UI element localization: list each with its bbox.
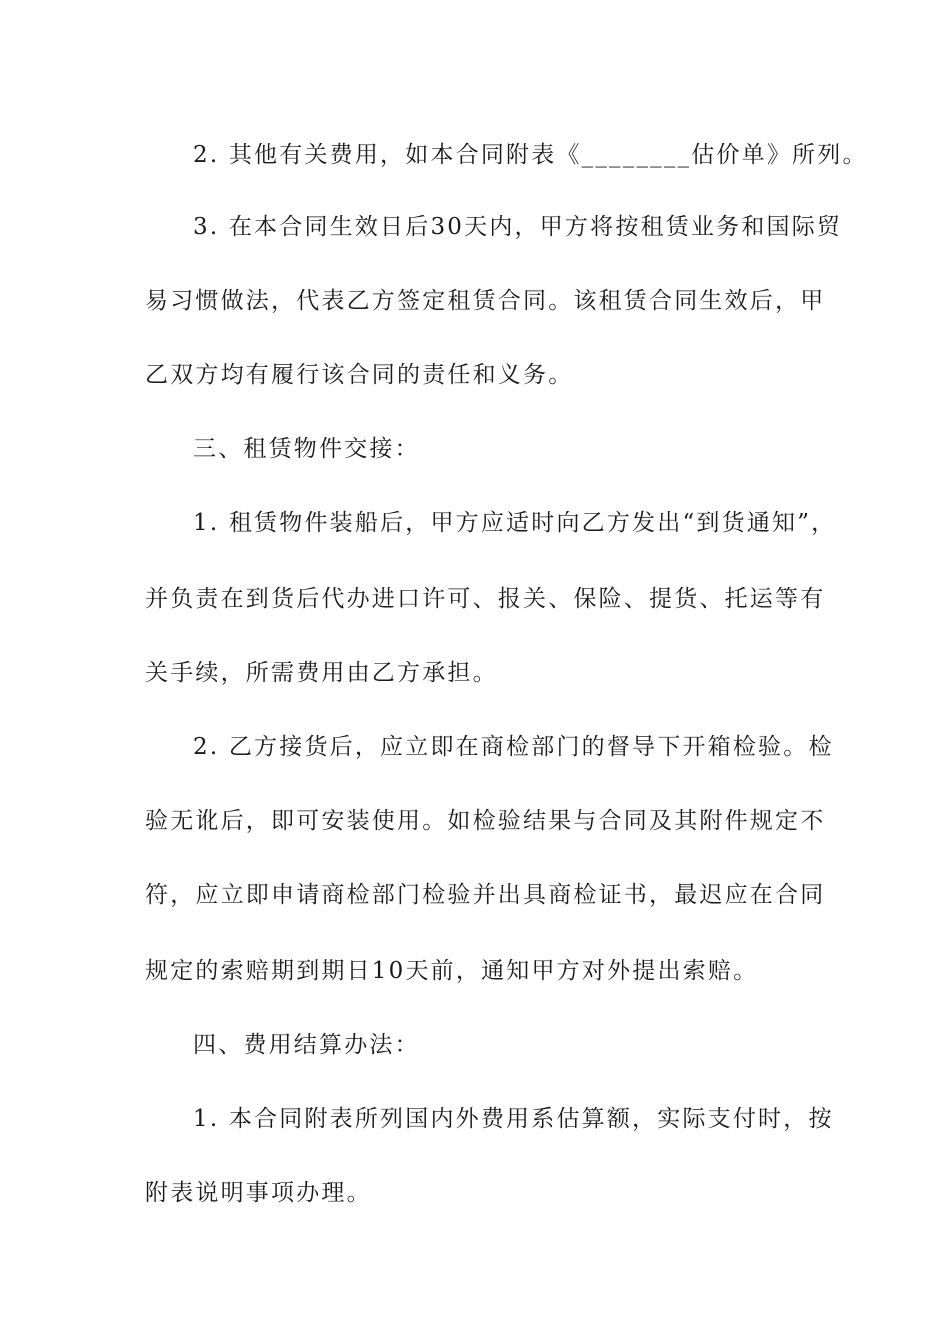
paragraph-line: 1. 租赁物件装船后，甲方应适时向乙方发出“到货通知”， [193, 510, 837, 536]
paragraph-line: 符，应立即申请商检部门检验并出具商检证书，最迟应在合同 [145, 882, 826, 908]
paragraph-line: 2. 乙方接货后，应立即在商检部门的督导下开箱检验。检 [193, 734, 834, 760]
section-heading: 三、租赁物件交接： [193, 436, 420, 462]
paragraph-line: 乙双方均有履行该合同的责任和义务。 [145, 362, 574, 388]
paragraph-line: 易习惯做法，代表乙方签定租赁合同。该租赁合同生效后，甲 [145, 288, 826, 314]
paragraph-line: 并负责在到货后代办进口许可、报关、保险、提货、托运等有 [145, 586, 826, 612]
paragraph-line: 2. 其他有关费用，如本合同附表《________估价单》所列。 [193, 142, 868, 168]
paragraph-line: 关手续，所需费用由乙方承担。 [145, 660, 498, 686]
paragraph-line: 附表说明事项办理。 [145, 1180, 372, 1206]
paragraph-line: 3. 在本合同生效日后30天内，甲方将按租赁业务和国际贸 [193, 214, 843, 240]
paragraph-line: 验无讹后，即可安装使用。如检验结果与合同及其附件规定不 [145, 808, 826, 834]
paragraph-line: 1. 本合同附表所列国内外费用系估算额，实际支付时，按 [193, 1106, 834, 1132]
section-heading: 四、费用结算办法： [193, 1032, 420, 1058]
paragraph-line: 规定的索赔期到期日10天前，通知甲方对外提出索赔。 [145, 958, 759, 984]
